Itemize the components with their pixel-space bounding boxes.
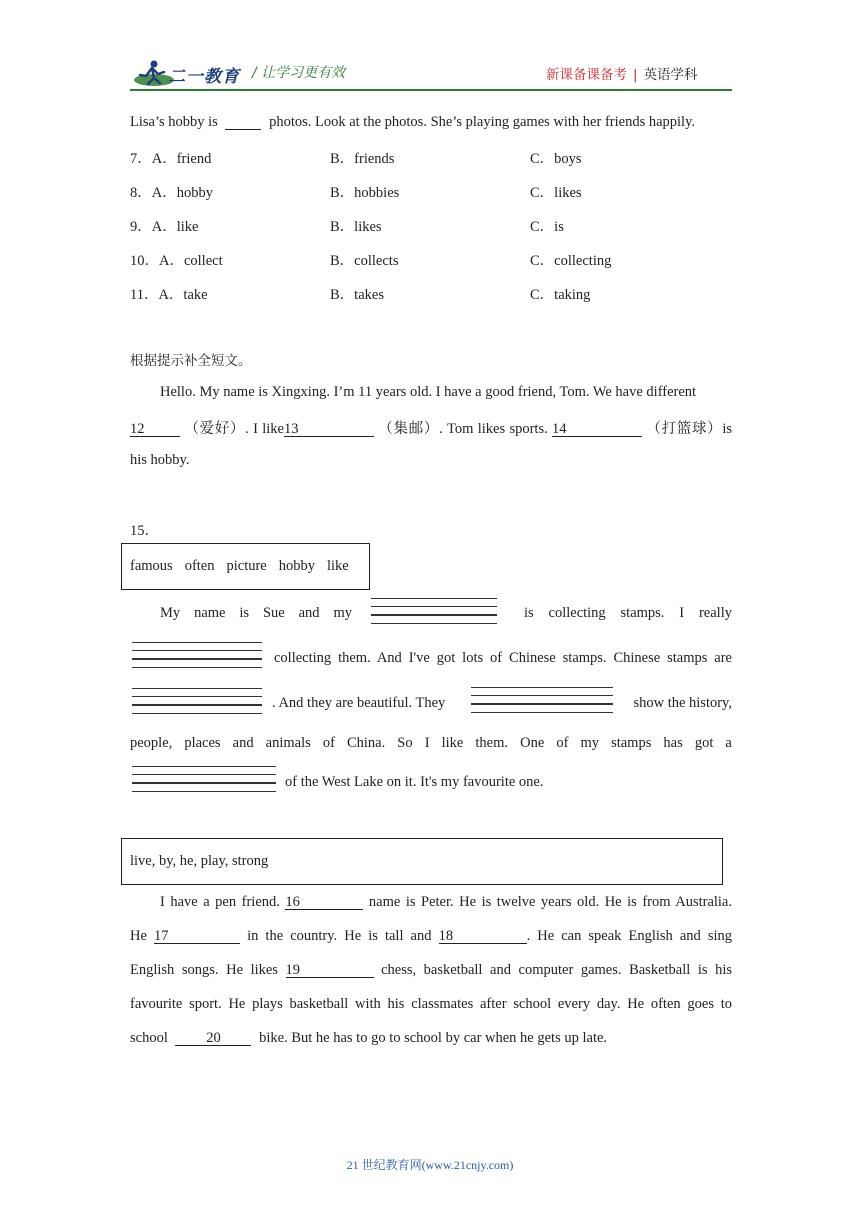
header-subject: 英语学科 — [643, 67, 698, 83]
text: in the country. He is tall and — [247, 928, 432, 944]
header-divider — [130, 89, 732, 91]
hint-13: （集邮）. Tom likes sports. — [378, 421, 548, 437]
word: places — [184, 735, 221, 751]
blank-18[interactable]: 18 — [439, 929, 527, 944]
q15-line3b: show the history, — [633, 695, 732, 711]
word: got — [694, 735, 714, 751]
q9-option-c[interactable]: C．is — [530, 219, 564, 235]
q15-word-box — [121, 543, 370, 590]
text: English songs. He likes — [130, 962, 278, 978]
word: people, — [130, 735, 173, 751]
q15-number: 15． — [130, 523, 159, 539]
word: My — [160, 605, 181, 621]
answer-lines-4[interactable] — [471, 687, 613, 720]
word: like — [441, 735, 464, 751]
word: really — [698, 605, 732, 621]
word: and — [298, 605, 320, 621]
text: bike. But he has to go to school by car when he gets up late. — [259, 1030, 608, 1046]
q16-word-box — [121, 838, 723, 885]
slogan: / 让学习更有效 — [252, 65, 346, 81]
word-bank-item: hobby — [278, 558, 315, 574]
word: name — [194, 605, 226, 621]
word: and — [232, 735, 254, 751]
text: name is Peter. He is twelve years old. He is from Australia. — [368, 894, 732, 910]
q15-line4 — [130, 735, 732, 752]
intro-sentence — [130, 114, 695, 131]
text: I have a pen friend. — [160, 894, 280, 910]
word: my — [333, 605, 352, 621]
section2-line1: Hello. My name is Xingxing. I’m 11 years old. I have a good friend, Tom. We have different — [160, 384, 697, 400]
blank-13[interactable]: 13 — [284, 422, 374, 437]
word-bank-item: often — [184, 558, 215, 574]
q10-option-a[interactable]: 10．A．collect — [130, 253, 223, 269]
word: collecting — [548, 605, 606, 621]
answer-lines-1[interactable] — [371, 598, 497, 631]
word: stamps — [611, 735, 652, 751]
section2-line3: his hobby. — [130, 452, 190, 468]
word: of — [322, 735, 335, 751]
word: is — [524, 605, 534, 621]
hint-14: （打篮球）is — [646, 421, 733, 437]
header-separator: | — [633, 67, 638, 83]
blank-20[interactable]: 20 — [175, 1031, 251, 1046]
blank-12[interactable]: 12 — [130, 422, 180, 437]
word: I — [424, 735, 430, 751]
q7-option-a[interactable]: 7．A．friend — [130, 151, 212, 167]
section2-line2 — [130, 417, 732, 438]
text: He — [130, 928, 147, 944]
q15-line1-end — [524, 605, 732, 622]
section-instruction: 根据提示补全短文。 — [130, 353, 252, 369]
word: of — [556, 735, 569, 751]
blank-14[interactable]: 14 — [552, 422, 642, 437]
word: has — [663, 735, 683, 751]
q8-option-c[interactable]: C．likes — [530, 185, 582, 201]
q16-line2 — [130, 928, 732, 945]
q16-line1 — [160, 894, 732, 911]
word-bank-item: like — [327, 558, 349, 574]
text: . He can speak English and sing — [526, 928, 733, 944]
blank-16[interactable]: 16 — [285, 895, 363, 910]
q10-option-b[interactable]: B．collects — [330, 253, 399, 269]
word: One — [520, 735, 545, 751]
q16-line5 — [130, 1030, 607, 1047]
q8-option-b[interactable]: B．hobbies — [330, 185, 400, 201]
word: stamps. — [620, 605, 665, 621]
word: them. — [475, 735, 509, 751]
word: I — [679, 605, 685, 621]
answer-lines-5[interactable] — [132, 766, 276, 799]
word: Sue — [262, 605, 285, 621]
word: China. — [346, 735, 386, 751]
answer-lines-2[interactable] — [132, 642, 262, 675]
q15-line2: collecting them. And I've got lots of Chinese stamps. Chinese stamps are — [274, 650, 732, 666]
q15-line1-start — [160, 605, 352, 622]
q16-line4: favourite sport. He plays basketball with his classmates after school every day. He often goes to — [130, 996, 732, 1012]
text: school — [130, 1030, 168, 1046]
blank-6[interactable] — [225, 115, 261, 130]
word: a — [725, 735, 732, 751]
text: chess, basketball and computer games. Basketball is his — [381, 962, 732, 978]
word: So — [397, 735, 413, 751]
header-course-label: 新课备课备考 — [546, 67, 627, 83]
word: my — [580, 735, 600, 751]
q7-option-c[interactable]: C．boys — [530, 151, 582, 167]
q15-line5: of the West Lake on it. It's my favourite one. — [285, 774, 544, 790]
q11-option-c[interactable]: C．taking — [530, 287, 591, 303]
q7-option-b[interactable]: B．friends — [330, 151, 395, 167]
q9-option-a[interactable]: 9．A．like — [130, 219, 199, 235]
q15-line3a: . And they are beautiful. They — [272, 695, 446, 711]
blank-19[interactable]: 19 — [286, 963, 374, 978]
header-right — [546, 63, 698, 83]
footer-link[interactable]: 21 世纪教育网(www.21cnjy.com) — [346, 1158, 514, 1172]
blank-17[interactable]: 17 — [154, 929, 240, 944]
q11-option-a[interactable]: 11．A．take — [130, 287, 208, 303]
word-bank-item: famous — [130, 558, 173, 574]
word-bank-item: picture — [226, 558, 267, 574]
word-bank-list: live, by, he, play, strong — [130, 853, 269, 869]
word: animals — [265, 735, 311, 751]
intro-after: photos. Look at the photos. She’s playing games with her friends happily. — [269, 114, 696, 130]
q9-option-b[interactable]: B．likes — [330, 219, 382, 235]
intro-before: Lisa’s hobby is — [130, 114, 218, 130]
word: is — [239, 605, 250, 621]
q11-option-b[interactable]: B．takes — [330, 287, 384, 303]
q16-line3 — [130, 962, 732, 979]
logo-text: 二一教育 — [168, 67, 240, 87]
q10-option-c[interactable]: C．collecting — [530, 253, 612, 269]
hint-12: （爱好）. I like — [184, 421, 284, 437]
answer-lines-3[interactable] — [132, 688, 262, 721]
q8-option-a[interactable]: 8．A．hobby — [130, 185, 213, 201]
